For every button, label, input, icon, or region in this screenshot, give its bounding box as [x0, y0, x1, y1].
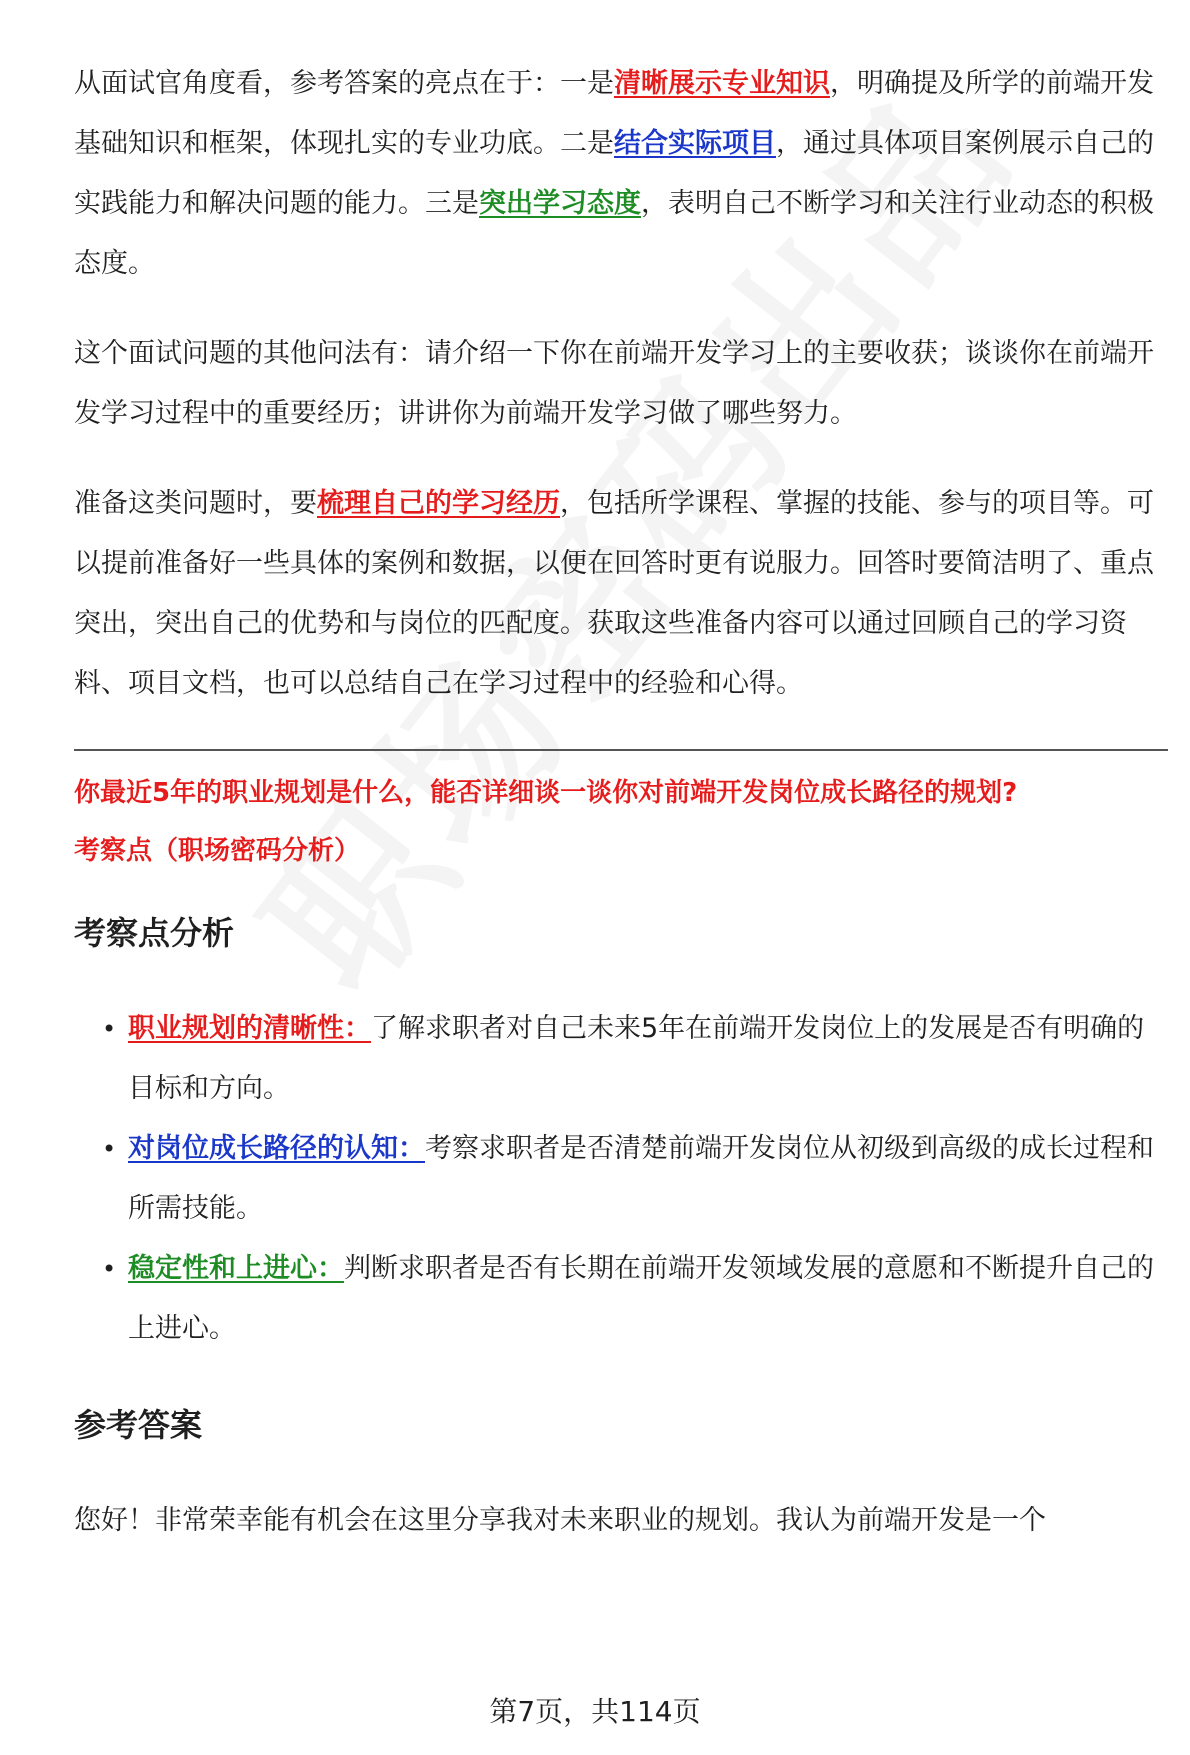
- text-segment: ，表明自己不断学习和关注行业动态的积极态度。: [74, 188, 1154, 279]
- list-item: [102, 1119, 1168, 1239]
- paragraph-preparation: [74, 474, 1168, 714]
- paragraph-other-phrasings: 这个面试问题的其他问法有：请介绍一下你在前端开发学习上的主要收获；谈谈你在前端开发学习过程中的重要经历；讲讲你为前端开发学习做了哪些努力。: [74, 338, 1154, 429]
- paragraph-interviewer-view: [74, 54, 1168, 294]
- list-item: [102, 999, 1168, 1119]
- point-label: 职业规划的清晰性：: [128, 1013, 371, 1044]
- highlight-learning-attitude: 突出学习态度: [479, 188, 641, 219]
- document-body: [74, 54, 1168, 1581]
- bullet-icon: •: [102, 1015, 117, 1043]
- assessment-points-list: [74, 999, 1168, 1359]
- text-segment: ，包括所学课程、掌握的技能、参与的项目等。可以提前准备好一些具体的案例和数据，以便在回答时更有说服力。回答时要简洁明了、重点突出，突出自己的优势和与岗位的匹配度。获取这些准备内容可以通过回顾自己的学习资料、项目文档，也可以总结自己在学习过程中的经验和心得。: [74, 488, 1154, 699]
- point-text: 判断求职者是否有长期在前端开发领域发展的意愿和不断提升自己的上进心。: [128, 1253, 1154, 1344]
- analysis-heading: 考察点分析: [74, 914, 235, 952]
- point-text: 了解求职者对自己未来5年在前端开发岗位上的发展是否有明确的目标和方向。: [128, 1013, 1145, 1104]
- answer-heading: 参考答案: [74, 1406, 203, 1444]
- point-label: 对岗位成长路径的认知：: [128, 1133, 425, 1164]
- page-number: 第7页，共114页: [489, 1695, 701, 1728]
- highlight-real-projects: 结合实际项目: [614, 128, 776, 159]
- text-segment: ，通过具体项目案例展示自己的实践能力和解决问题的能力。三是: [74, 128, 1154, 219]
- text-segment: 准备这类问题时，要: [74, 488, 317, 519]
- bullet-icon: •: [102, 1135, 117, 1163]
- interview-question: 你最近5年的职业规划是什么，能否详细谈一谈你对前端开发岗位成长路径的规划?: [74, 778, 1018, 808]
- assessment-label: 考察点（职场密码分析）: [74, 836, 361, 866]
- bullet-icon: •: [102, 1255, 117, 1283]
- answer-paragraph: 您好！非常荣幸能有机会在这里分享我对未来职业的规划。我认为前端开发是一个: [74, 1505, 1046, 1536]
- text-segment: ，明确提及所学的前端开发基础知识和框架，体现扎实的专业功底。二是: [74, 68, 1154, 159]
- point-text: 考察求职者是否清楚前端开发岗位从初级到高级的成长过程和所需技能。: [128, 1133, 1154, 1224]
- highlight-learning-experience: 梳理自己的学习经历: [317, 488, 560, 519]
- highlight-professional-knowledge: 清晰展示专业知识: [614, 68, 830, 99]
- section-divider: [74, 749, 1168, 751]
- text-segment: 从面试官角度看，参考答案的亮点在于：一是: [74, 68, 614, 99]
- point-label: 稳定性和上进心：: [128, 1253, 344, 1284]
- list-item: [102, 1239, 1168, 1359]
